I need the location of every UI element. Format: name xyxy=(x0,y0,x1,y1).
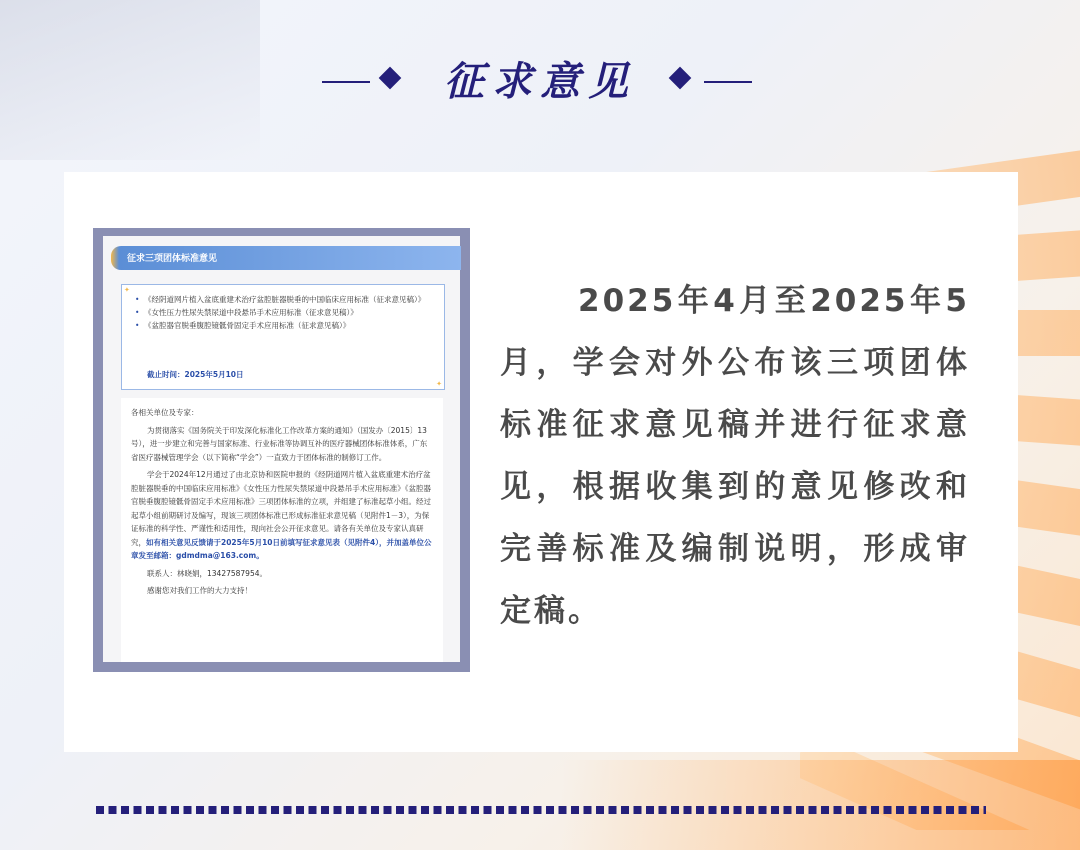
bottom-dotted-divider xyxy=(96,806,986,814)
corner-star-icon: ✦ xyxy=(436,380,442,388)
main-description-text: 2025年4月至2025年5月，学会对外公布该三项团体标准征求意见稿并进行征求意见，根据收集到的意见修改和完善标准及编制说明，形成审定稿。 xyxy=(500,283,970,629)
list-item: • 《经阴道网片植入盆底重建术治疗盆腔脏器脱垂的中国临床应用标准（征求意见稿）》 xyxy=(144,293,434,306)
letter-contact: 联系人：林晓娟，13427587954。 xyxy=(147,568,267,578)
diamond-icon xyxy=(379,67,402,90)
letter-paragraph: 为贯彻落实《国务院关于印发深化标准化工作改革方案的通知》（国发办〔2015〕13号），进一步建立和完善与国家标准、行业标准等协调互补的医疗器械团体标准体系，广东省医疗器械管理学会（以下简称“学会”）一直致力于团体标准的制修订工作。 xyxy=(131,425,428,462)
list-item: • 《盆腔器官脱垂腹腔镜骶骨固定手术应用标准（征求意见稿）》 xyxy=(144,319,434,332)
corner-star-icon: ✦ xyxy=(124,286,130,294)
section-header xyxy=(0,56,1080,112)
letter-thanks: 感谢您对我们工作的大力支持！ xyxy=(147,586,252,595)
header-line-left xyxy=(322,81,370,83)
diamond-icon xyxy=(669,67,692,90)
letter-feedback-highlight: 如有相关意见反馈请于2025年5月10日前填写征求意见表（见附件4），并加盖单位公章发至邮箱：gdmdma@163.com。 xyxy=(131,537,432,560)
notice-banner-title: 征求三项团体标准意见 xyxy=(127,254,218,264)
page-title: 征求意见 xyxy=(444,59,636,105)
header-line-right xyxy=(704,81,752,83)
notice-banner xyxy=(111,246,461,270)
background-bottom-glow xyxy=(560,760,1080,850)
letter-salutation: 各相关单位及专家： xyxy=(131,408,199,417)
letter-paragraph-text: 学会于2024年12月通过了由北京协和医院申报的《经阴道网片植入盆底重建术治疗盆腔脏器脱垂的中国临床应用标准》《女性压力性尿失禁尿道中段悬吊手术应用标准》《盆腔器官脱垂腹腔镜骶骨固定手术应用标准》三项团体标准的立项，并组建了标准起草小组。经过起草小组前期研讨及编写，现该三项团体标准已形成标准征求意见稿（见附件1－3），为保证标准的科学性、严谨性和适用性，现向社会公开征求意见。请各有关单位及专家认真研究， xyxy=(131,470,431,547)
list-item: • 《女性压力性尿失禁尿道中段悬吊手术应用标准（征求意见稿）》 xyxy=(144,306,434,319)
notice-screenshot-inner xyxy=(103,236,460,662)
notice-letter xyxy=(121,398,443,662)
standards-list xyxy=(122,285,444,332)
deadline-text: 截止时间：2025年5月10日 xyxy=(147,370,244,379)
notice-screenshot xyxy=(93,228,470,672)
letter-paragraph xyxy=(131,468,433,563)
standards-list-box xyxy=(121,284,445,390)
main-description xyxy=(500,270,970,642)
